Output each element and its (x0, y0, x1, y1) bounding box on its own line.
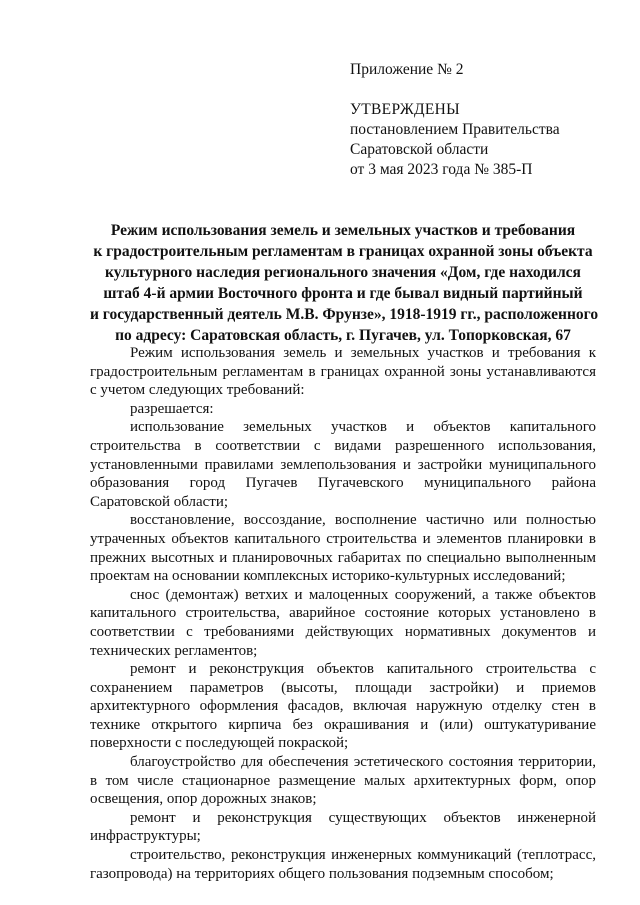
title-line: культурного наследия регионального значения «Дом, где находился (105, 264, 581, 281)
intro-paragraph: Режим использования земель и земельных участков и требования к градостроительным регламентам в границах охранной зоны устанавливаются с учетом следующих требований: (90, 345, 596, 399)
title-line: Режим использования земель и земельных участков и требования (110, 222, 576, 239)
approved-heading: УТВЕРЖДЕНЫ (350, 101, 460, 118)
document-body (90, 344, 596, 883)
list-item: снос (демонтаж) ветхих и малоценных сооружений, а также объектов капитального строительства, аварийное состояние которых установлено в соответствии с требованиями действующих нормативных документов и технических регламентов; (90, 586, 596, 659)
title-line: штаб 4-й армии Восточного фронта и где бывал видный партийный (103, 285, 583, 302)
title-line: и государственный деятель М.В. Фрунзе», 1918-1919 гг., расположенного (90, 306, 599, 323)
list-item: ремонт и реконструкция существующих объектов инженерной инфраструктуры; (90, 809, 596, 845)
approval-date-line: от 3 мая 2023 года № 385-П (350, 161, 533, 178)
list-item: восстановление, воссоздание, восполнение частично или полностью утраченных объектов капитального строительства и элементов планировки в прежних высотных и планировочных габаритах по специально выполненным проектам на основании комплексных историко-культурных исследований; (90, 512, 596, 585)
title-line: к градостроительным регламентам в границах охранной зоны объекта (93, 243, 593, 260)
approval-line: постановлением Правительства (350, 121, 560, 138)
list-item: благоустройство для обеспечения эстетического состояния территории, в том числе стационарное размещение малых архитектурных форм, опор освещения, опор дорожных знаков; (90, 754, 596, 808)
list-item: использование земельных участков и объектов капитального строительства в соответствии с видами разрешенного использования, установленными правилами землепользования и застройки муниципального образования город Пугачев Пугачевского муниципального района Саратовской области; (90, 419, 596, 510)
document-title (90, 220, 599, 346)
list-item: ремонт и реконструкция объектов капитального строительства с сохранением параметров (высоты, площади застройки) и приемов архитектурного оформления фасадов, включая наружную отделку стен в технике открытого кирпича без окрашивания и (или) оштукатуривание поверхности с последующей покраской; (90, 661, 596, 752)
list-item: строительство, реконструкция инженерных коммуникаций (теплотрасс, газопровода) на территориях общего пользования подземным способом; (90, 847, 596, 882)
approval-line: Саратовской области (350, 141, 489, 158)
approval-block (350, 60, 560, 180)
appendix-number: Приложение № 2 (350, 61, 464, 78)
title-line: по адресу: Саратовская область, г. Пугачев, ул. Топорковская, 67 (115, 327, 571, 344)
allowed-heading: разрешается: (130, 400, 214, 417)
